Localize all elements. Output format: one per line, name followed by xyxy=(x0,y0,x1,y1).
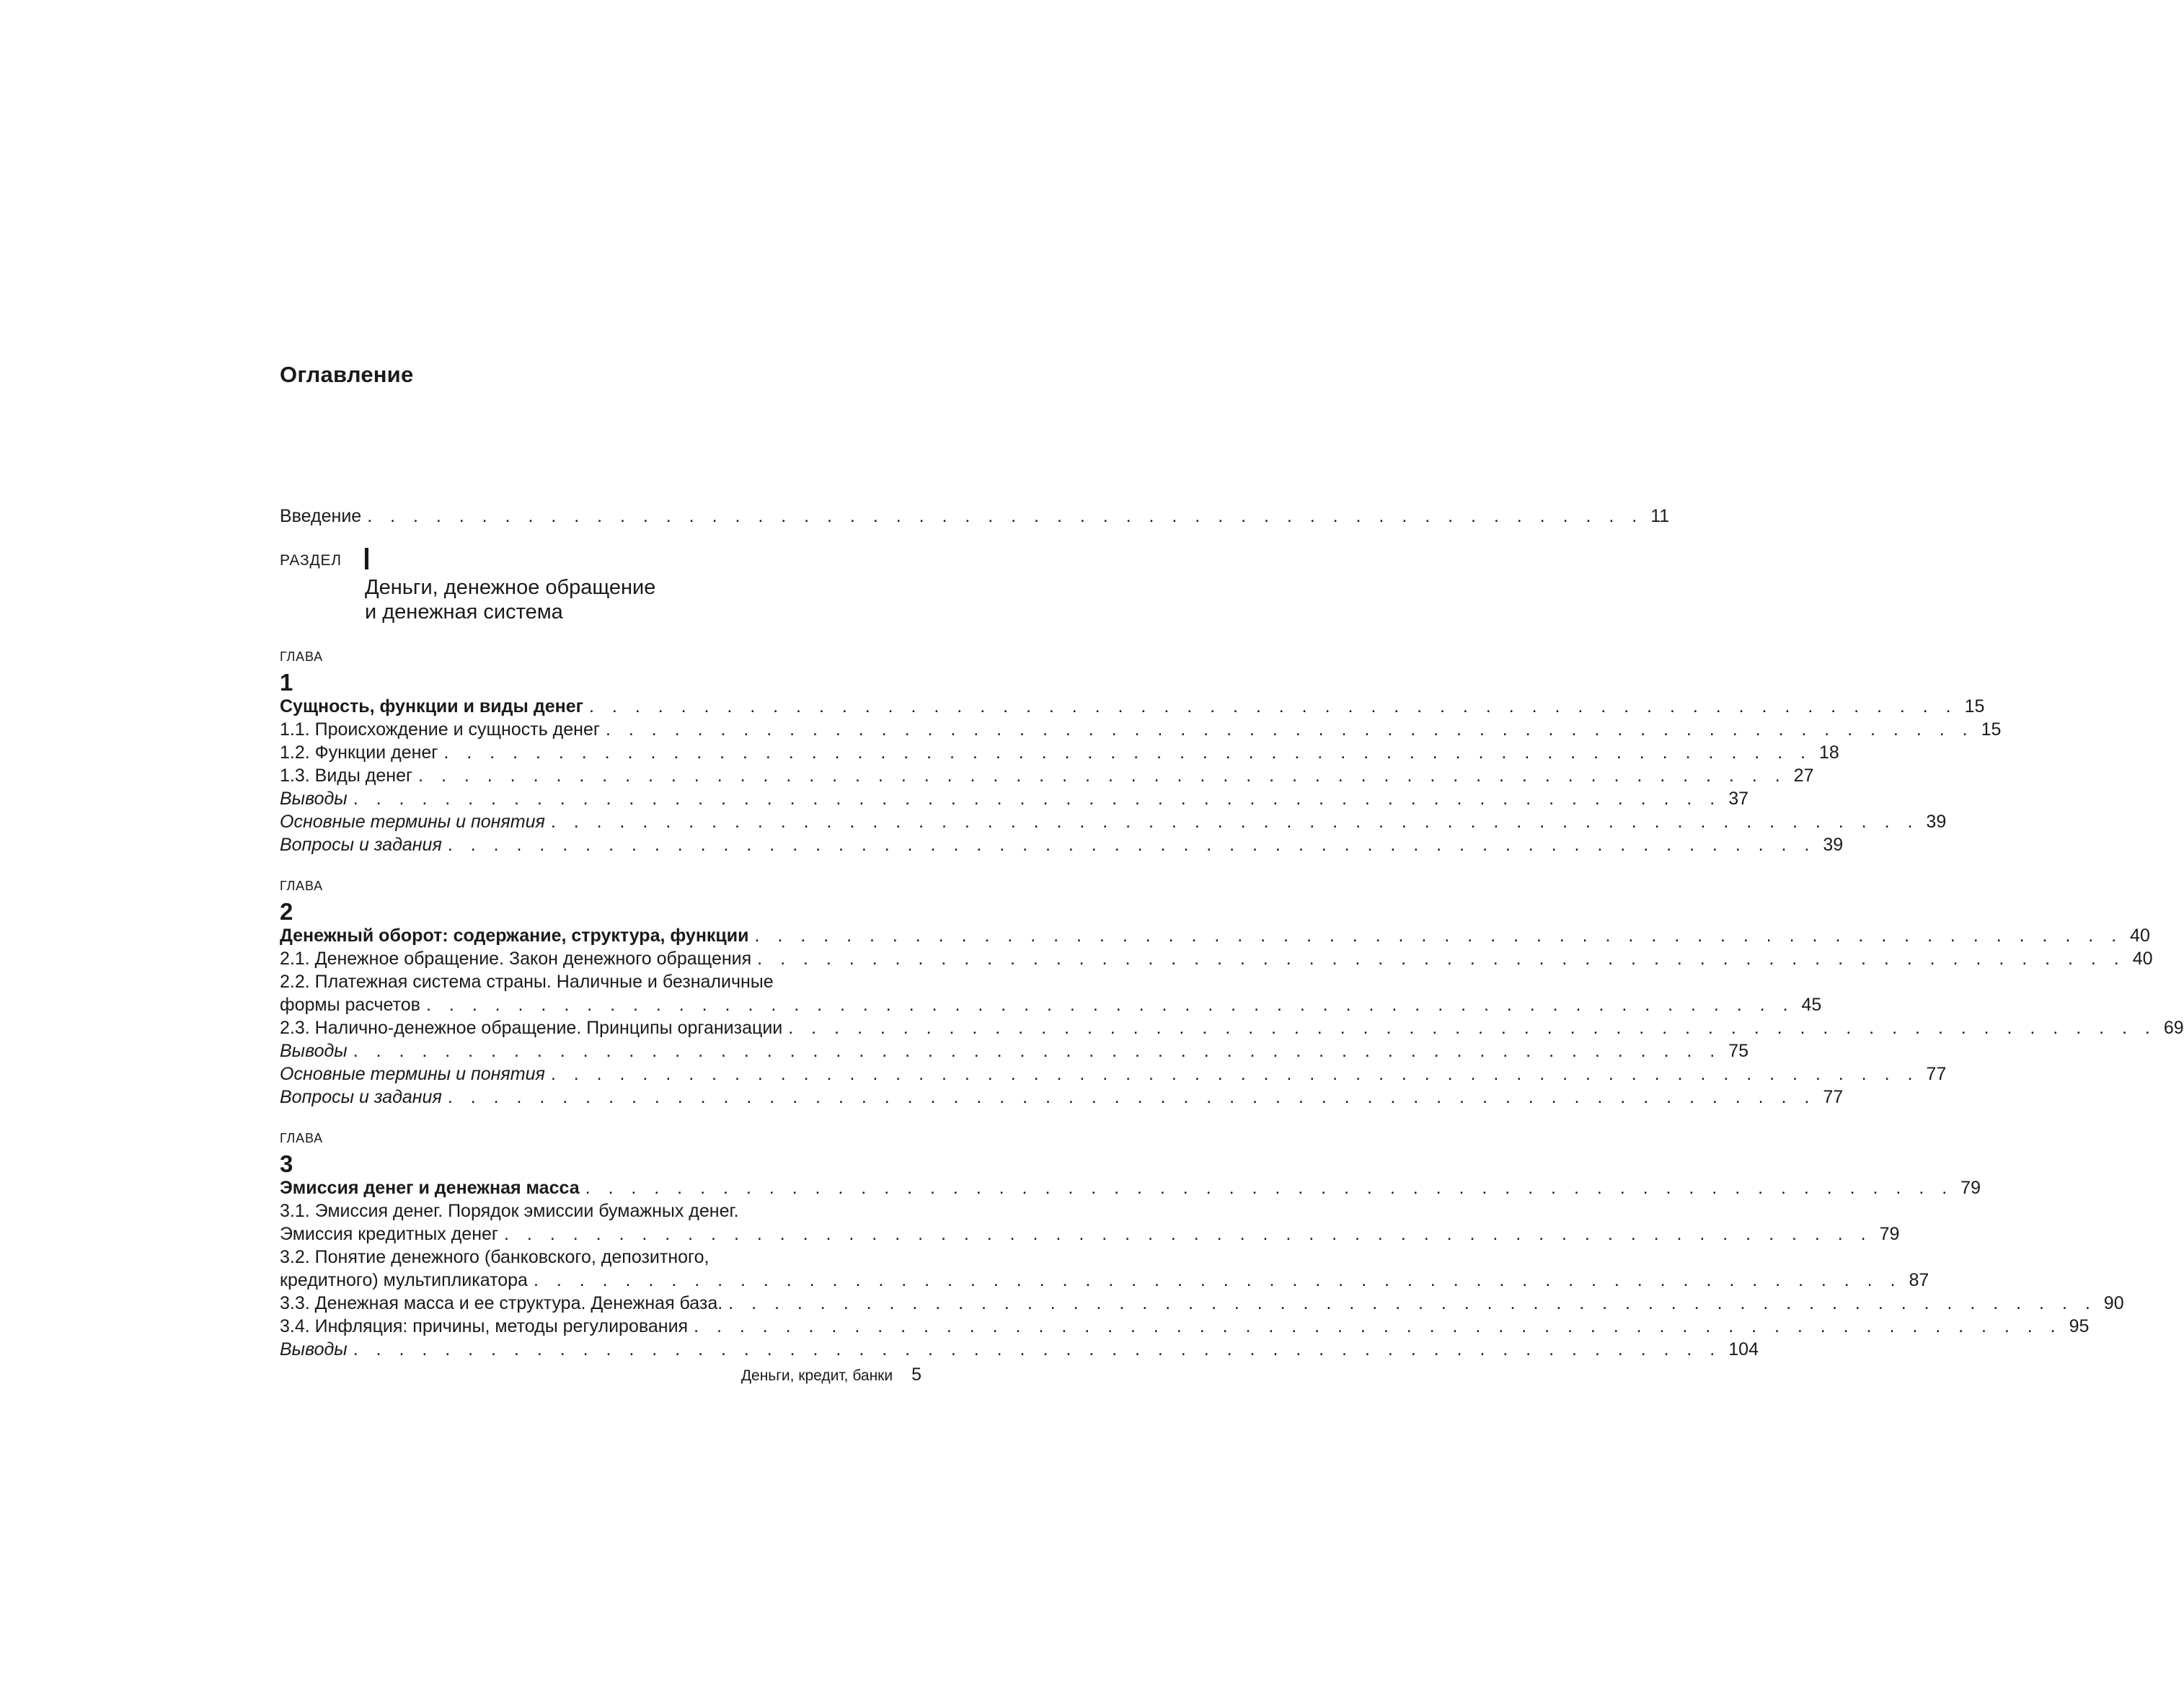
toc-entry-page: 95 xyxy=(2069,1316,2090,1336)
toc-entry-label: Основные термины и понятия xyxy=(280,1064,545,1084)
chapter-number: 2 xyxy=(280,898,293,925)
toc-entry-label: Сущность, функции и виды денег xyxy=(280,696,584,716)
dot-leader: . . . . . . . . . . . . . . . . . . . . . . . . . . . . . . . . . . . . . . . . . . . . . . . . . . . . . . . . . . . . xyxy=(418,766,1787,786)
toc-entry-page: 69 xyxy=(2163,1018,2184,1038)
toc-entry[interactable] xyxy=(280,1269,1929,1292)
toc-entry-page: 15 xyxy=(1964,696,1985,716)
toc-entry[interactable] xyxy=(280,1016,2184,1039)
toc-entry-label: 2.1. Денежное обращение. Закон денежного обращения xyxy=(280,949,752,969)
toc-entry-page: 75 xyxy=(1728,1041,1749,1061)
toc-entry-page: 45 xyxy=(1801,995,1822,1015)
toc-entry-page: 15 xyxy=(1981,719,2002,740)
toc-entry-label: Основные термины и понятия xyxy=(280,812,545,832)
dot-leader: . . . . . . . . . . . . . . . . . . . . . . . . . . . . . . . . . . . . . . . . . . . . . . . . . . . . . . . . . . . . xyxy=(788,1018,2157,1038)
toc-entry-page: 11 xyxy=(1650,506,1670,526)
toc-entry-page: 40 xyxy=(2132,949,2153,969)
toc-entry[interactable] xyxy=(280,1223,1900,1246)
toc-entry-label: Вопросы и задания xyxy=(280,1087,442,1107)
toc-entry[interactable] xyxy=(280,1338,1759,1361)
toc-entry[interactable] xyxy=(280,741,1839,764)
section-title xyxy=(365,575,655,624)
toc-entry-page: 39 xyxy=(1926,812,1947,832)
toc-entry-label: 3.4. Инфляция: причины, методы регулирования xyxy=(280,1316,689,1336)
toc-entry-label: Вопросы и задания xyxy=(280,835,442,855)
toc-entry-label: 1.2. Функции денег xyxy=(280,742,438,763)
toc-entry-label-line: 2.2. Платежная система страны. Наличные и безналичные xyxy=(280,972,774,992)
toc-chapter-title[interactable] xyxy=(280,1176,1981,1199)
toc-entry[interactable] xyxy=(280,1039,1749,1062)
toc-entry-label: 2.3. Налично-денежное обращение. Принципы организации xyxy=(280,1018,783,1038)
dot-leader: . . . . . . . . . . . . . . . . . . . . . . . . . . . . . . . . . . . . . . . . . . . . . . . . . . . . . . . . xyxy=(367,506,1644,526)
chapter-number: 1 xyxy=(280,669,293,696)
toc-entry-label: Выводы xyxy=(280,789,348,809)
dot-leader: . . . . . . . . . . . . . . . . . . . . . . . . . . . . . . . . . . . . . . . . . . . . . . . . . . . . . . . . . . . . xyxy=(585,1178,1954,1198)
toc-entry-page: 79 xyxy=(1960,1178,1981,1198)
toc-entry-page: 90 xyxy=(2103,1293,2124,1313)
dot-leader: . . . . . . . . . . . . . . . . . . . . . . . . . . . . . . . . . . . . . . . . . . . . . . . . . . . . . . . . . . . . xyxy=(443,742,1812,763)
toc-entry[interactable] xyxy=(280,1292,2124,1315)
chapter-label: ГЛАВА xyxy=(280,649,323,664)
toc-entry-page: 39 xyxy=(1823,835,1844,855)
table-of-contents xyxy=(280,505,2184,1361)
toc-entry-intro[interactable] xyxy=(280,505,1670,528)
toc-entry-label: Денежный оборот: содержание, структура, функции xyxy=(280,926,749,946)
dot-leader: . . . . . . . . . . . . . . . . . . . . . . . . . . . . . . . . . . . . . . . . . . . . . . . . . . . . . . . . . . . . xyxy=(353,789,1722,809)
section-heading xyxy=(280,548,914,627)
page-title: Оглавление xyxy=(280,362,414,387)
toc-entry[interactable] xyxy=(280,810,1947,833)
dot-leader: . . . . . . . . . . . . . . . . . . . . . . . . . . . . . . . . . . . . . . . . . . . . . . . . . . . . . . . . . . . . xyxy=(754,926,2123,946)
toc-entry-label: 1.3. Виды денег xyxy=(280,766,413,786)
toc-entry-page: 37 xyxy=(1728,789,1749,809)
toc-entry-page: 77 xyxy=(1926,1064,1947,1084)
chapter-label: ГЛАВА xyxy=(280,1131,323,1145)
section-title-line: и денежная система xyxy=(365,600,563,624)
toc-entry-label-line: 3.2. Понятие денежного (банковского, депозитного, xyxy=(280,1247,709,1267)
running-title: Деньги, кредит, банки xyxy=(740,1367,893,1384)
toc-entry-label: 1.1. Происхождение и сущность денег xyxy=(280,719,600,740)
dot-leader: . . . . . . . . . . . . . . . . . . . . . . . . . . . . . . . . . . . . . . . . . . . . . . . . . . . . . . . . . . . . xyxy=(550,812,1919,832)
section-label: РАЗДЕЛ xyxy=(280,552,342,569)
dot-leader: . . . . . . . . . . . . . . . . . . . . . . . . . . . . . . . . . . . . . . . . . . . . . . . . . . . . . . . . . . . . xyxy=(728,1293,2097,1313)
toc-entry-page: 27 xyxy=(1793,766,1814,786)
page-number: 5 xyxy=(911,1365,921,1385)
toc-entry-page: 79 xyxy=(1879,1224,1900,1244)
toc-entry-label: кредитного) мультипликатора xyxy=(280,1270,528,1290)
toc-entry[interactable] xyxy=(280,1086,1844,1109)
toc-entry-label: Введение xyxy=(280,506,362,526)
toc-entry-label: Выводы xyxy=(280,1339,348,1359)
toc-entry-label-line: 3.1. Эмиссия денег. Порядок эмиссии бумажных денег. xyxy=(280,1201,739,1221)
dot-leader: . . . . . . . . . . . . . . . . . . . . . . . . . . . . . . . . . . . . . . . . . . . . . . . . . . . . . . . . . . . . xyxy=(757,949,2126,969)
chapter-label: ГЛАВА xyxy=(280,879,323,893)
section-title-line: Деньги, денежное обращение xyxy=(365,576,656,599)
toc-entry[interactable] xyxy=(280,764,1814,787)
dot-leader: . . . . . . . . . . . . . . . . . . . . . . . . . . . . . . . . . . . . . . . . . . . . . . . . . . . . . . . . . . . . xyxy=(589,696,1958,716)
toc-entry-label: Эмиссия кредитных денег xyxy=(280,1224,499,1244)
dot-leader: . . . . . . . . . . . . . . . . . . . . . . . . . . . . . . . . . . . . . . . . . . . . . . . . . . . . . . . . . . . . xyxy=(353,1041,1722,1061)
dot-leader: . . . . . . . . . . . . . . . . . . . . . . . . . . . . . . . . . . . . . . . . . . . . . . . . . . . . . . . . . . . . xyxy=(533,1270,1902,1290)
dot-leader: . . . . . . . . . . . . . . . . . . . . . . . . . . . . . . . . . . . . . . . . . . . . . . . . . . . . . . . . . . . . xyxy=(425,995,1795,1015)
toc-entry[interactable] xyxy=(280,993,1822,1016)
dot-leader: . . . . . . . . . . . . . . . . . . . . . . . . . . . . . . . . . . . . . . . . . . . . . . . . . . . . . . . . . . . . xyxy=(504,1224,1873,1244)
dot-leader: . . . . . . . . . . . . . . . . . . . . . . . . . . . . . . . . . . . . . . . . . . . . . . . . . . . . . . . . . . . . xyxy=(694,1316,2062,1336)
toc-entry[interactable] xyxy=(280,1315,2090,1338)
toc-entry-page: 77 xyxy=(1823,1087,1844,1107)
chapter-number: 3 xyxy=(280,1150,293,1177)
dot-leader: . . . . . . . . . . . . . . . . . . . . . . . . . . . . . . . . . . . . . . . . . . . . . . . . . . . . . . . . . . . . xyxy=(447,835,1816,855)
toc-entry-label: 3.3. Денежная масса и ее структура. Денежная база. xyxy=(280,1293,723,1313)
toc-chapter-title[interactable] xyxy=(280,695,1985,718)
dot-leader: . . . . . . . . . . . . . . . . . . . . . . . . . . . . . . . . . . . . . . . . . . . . . . . . . . . . . . . . . . . . xyxy=(447,1087,1816,1107)
toc-entry[interactable] xyxy=(280,787,1749,810)
toc-entry[interactable] xyxy=(280,947,2153,970)
toc-entry-page: 18 xyxy=(1818,742,1839,763)
toc-entry-page: 40 xyxy=(2130,926,2150,946)
toc-entry[interactable] xyxy=(280,833,1844,856)
toc-entry[interactable] xyxy=(280,1062,1947,1086)
dot-leader: . . . . . . . . . . . . . . . . . . . . . . . . . . . . . . . . . . . . . . . . . . . . . . . . . . . . . . . . . . . . xyxy=(353,1339,1722,1359)
toc-entry[interactable] xyxy=(280,718,2002,741)
toc-entry-page: 104 xyxy=(1728,1339,1759,1359)
toc-entry-label: Эмиссия денег и денежная масса xyxy=(280,1178,580,1198)
toc-entry-label: Выводы xyxy=(280,1041,348,1061)
toc-entry-label: формы расчетов xyxy=(280,995,420,1015)
toc-entry-page: 87 xyxy=(1909,1270,1929,1290)
section-number-roman xyxy=(365,548,368,569)
dot-leader: . . . . . . . . . . . . . . . . . . . . . . . . . . . . . . . . . . . . . . . . . . . . . . . . . . . . . . . . . . . . xyxy=(606,719,1974,740)
page-footer xyxy=(721,1365,921,1385)
toc-chapter-title[interactable] xyxy=(280,924,2150,947)
dot-leader: . . . . . . . . . . . . . . . . . . . . . . . . . . . . . . . . . . . . . . . . . . . . . . . . . . . . . . . . . . . . xyxy=(550,1064,1919,1084)
chapters-container xyxy=(280,649,2184,1361)
